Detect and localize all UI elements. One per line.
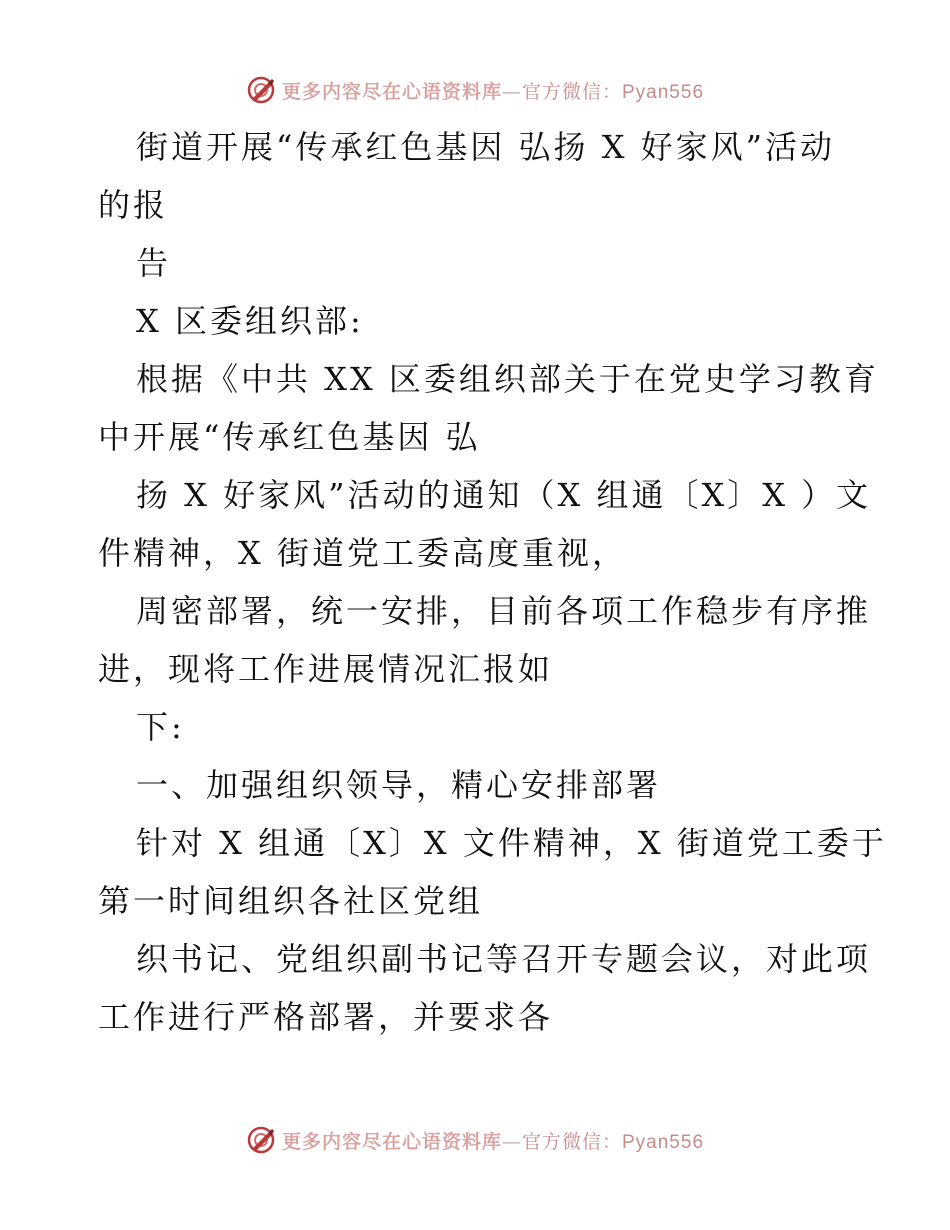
watermark-main-text: 更多内容尽在心语资料库 [281,1130,502,1153]
paragraph-line: 扬 X 好家风”活动的通知（X 组通〔X〕X ）文 [136,476,872,514]
section-heading: 一、加强组织领导，精心安排部署 [136,766,662,804]
watermark-wechat: 官方微信：Pyan556 [522,81,705,103]
watermark-wechat: 官方微信：Pyan556 [522,1131,705,1153]
paragraph-line: 第一时间组织各社区党组 [98,882,484,920]
paragraph-line: 件精神，X 街道党工委高度重视， [98,534,627,572]
paragraph-line: 根据《中共 XX 区委组织部关于在党史学习教育 [136,360,879,398]
paragraph-line: 进，现将工作进展情况汇报如 [98,650,554,688]
paragraph-line: 工作进行严格部署，并要求各 [98,998,554,1036]
header-watermark [0,70,950,110]
paragraph-line: 下: [136,708,185,746]
watermark-label [282,77,704,104]
watermark-separator: — [502,80,522,103]
paragraph-line: 中开展“传承红色基因 弘 [98,418,481,456]
watermark-separator: — [502,1130,522,1153]
document-body [98,118,887,1046]
title-line-2: 的报 [98,186,169,224]
footer-watermark [0,1120,950,1160]
watermark-main-text: 更多内容尽在心语资料库 [281,80,502,103]
pen-logo-icon [246,1125,276,1155]
pen-logo-icon [246,75,276,105]
paragraph-line: 周密部署，统一安排，目前各项工作稳步有序推 [136,592,872,630]
salutation: X 区委组织部: [136,302,364,340]
paragraph-line: 针对 X 组通〔X〕X 文件精神，X 街道党工委于 [136,824,887,862]
title-line-3: 告 [136,244,172,282]
title-line-1: 街道开展“传承红色基因 弘扬 X 好家风”活动 [136,128,836,166]
watermark-label [282,1127,704,1154]
paragraph-line: 织书记、党组织副书记等召开专题会议，对此项 [136,940,872,978]
